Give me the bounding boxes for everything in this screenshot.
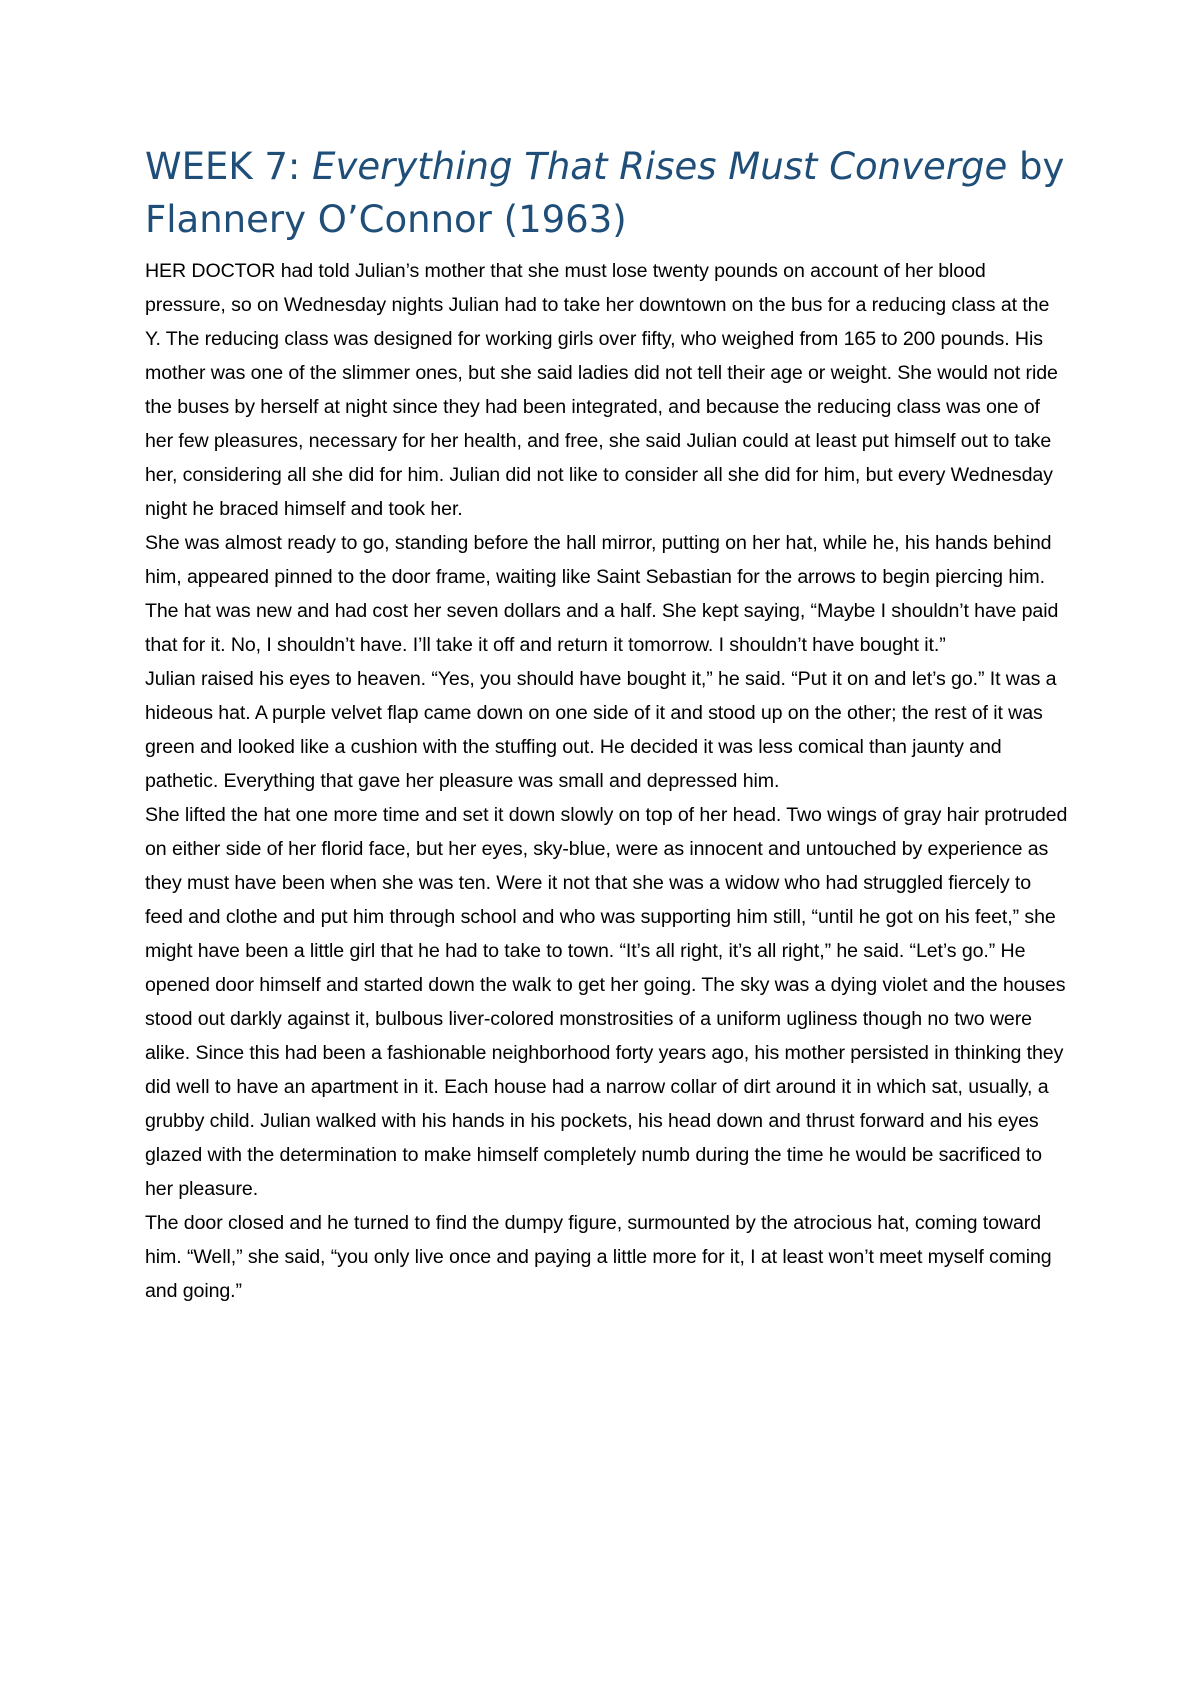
paragraph-5: The door closed and he turned to find the dumpy figure, surmounted by the atrocious hat, coming toward him. “Well,” she said, “you only live once and paying a little more for it, I at least won’t meet myself coming and going.” — [145, 1212, 1052, 1302]
paragraph-4: She lifted the hat one more time and set it down slowly on top of her head. Two wings of gray hair protruded on either side of her florid face, but her eyes, sky-blue, were as innocent and untouched by experience as they must have been when she was ten. Were it not that she was a widow who had struggled fiercely to feed and clothe and put him through school and who was supporting him still, “until he got on his feet,” she might have been a little girl that he had to take to town. “It’s all right, it’s all right,” he said. “Let’s go.” He opened door himself and started down the walk to get her going. The sky was a dying violet and the houses stood out darkly against it, bulbous liver-colored monstrosities of a uniform ugliness though no two were alike. Since this had been a fashionable neighborhood forty years ago, his mother persisted in thinking they did well to have an apartment in it. Each house had a narrow collar of dirt around it in which sat, usually, a grubby child. Julian walked with his hands in his pockets, his head down and thrust forward and his eyes glazed with the determination to make himself completely numb during the time he would be sacrificed to her pleasure. — [145, 804, 1068, 1200]
title-work-name: Everything That Rises Must Converge — [312, 145, 1008, 188]
paragraph-1: HER DOCTOR had told Julian’s mother that she must lose twenty pounds on account of her blood pressure, so on Wednesday nights Julian had to take her downtown on the bus for a reducing class at the Y. The reducing class was designed for working girls over fifty, who weighed from 165 to 200 pounds. His mother was one of the slimmer ones, but she said ladies did not tell their age or weight. She would not ride the buses by herself at night since they had been integrated, and because the reducing class was one of her few pleasures, necessary for her health, and free, she said Julian could at least put himself out to take her, considering all she did for him. Julian did not like to consider all she did for him, but every Wednesday night he braced himself and took her. — [145, 260, 1058, 520]
title-author-year: by Flannery O’Connor (1963) — [145, 145, 1065, 241]
document-content — [145, 140, 1070, 1308]
document-title — [145, 140, 1070, 246]
title-prefix: WEEK 7: — [145, 145, 313, 188]
paragraph-3: Julian raised his eyes to heaven. “Yes, you should have bought it,” he said. “Put it on and let’s go.” It was a hideous hat. A purple velvet flap came down on one side of it and stood up on the other; the rest of it was green and looked like a cushion with the stuffing out. He decided it was less comical than jaunty and pathetic. Everything that gave her pleasure was small and depressed him. — [145, 668, 1057, 792]
paragraph-2: She was almost ready to go, standing before the hall mirror, putting on her hat, while he, his hands behind him, appeared pinned to the door frame, waiting like Saint Sebastian for the arrows to begin piercing him. The hat was new and had cost her seven dollars and a half. She kept saying, “Maybe I shouldn’t have paid that for it. No, I shouldn’t have. I’ll take it off and return it tomorrow. I shouldn’t have bought it.” — [145, 532, 1059, 656]
